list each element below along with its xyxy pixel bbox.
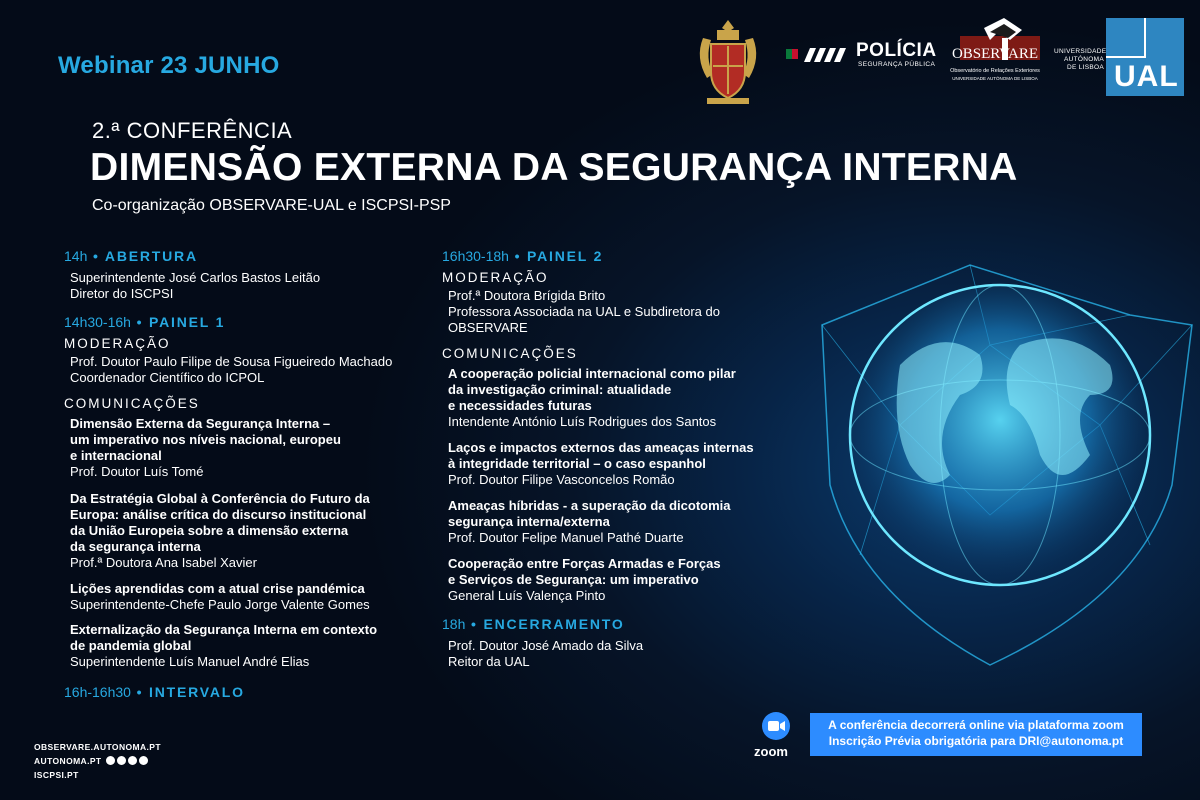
abertura-speaker: Superintendente José Carlos Bastos Leitão bbox=[70, 270, 321, 285]
ual-logo-square bbox=[1106, 18, 1146, 58]
ual-logo-icon bbox=[1106, 18, 1184, 96]
observare-university: UNIVERSIDADE AUTÓNOMA DE LISBOA bbox=[952, 76, 1038, 81]
communication-speaker: Prof. Doutor Luís Tomé bbox=[70, 464, 204, 479]
communication-item bbox=[442, 498, 802, 546]
observare-logo bbox=[950, 18, 1040, 100]
painel2-title: PAINEL 2 bbox=[527, 248, 604, 264]
closing-role: Reitor da UAL bbox=[448, 654, 530, 669]
zoom-camera-icon[interactable] bbox=[762, 712, 790, 740]
site-link-autonoma[interactable] bbox=[34, 755, 148, 766]
painel1-title: PAINEL 1 bbox=[149, 314, 226, 330]
communication-title: Europa: análise crítica do discurso institucional bbox=[70, 507, 367, 522]
conference-number: 2.ª CONFERÊNCIA bbox=[92, 118, 293, 143]
notice-line: A conferência decorrerá online via plataforma zoom bbox=[828, 718, 1124, 732]
encerramento-time: 18h bbox=[442, 616, 466, 632]
moderator-name: Prof. Doutor Paulo Filipe de Sousa Figueiredo Machado bbox=[70, 354, 393, 369]
communication-speaker: Prof.ª Doutora Ana Isabel Xavier bbox=[70, 555, 257, 570]
communication-speaker: Superintendente Luís Manuel André Elias bbox=[70, 654, 310, 669]
ual-text-line: AUTÓNOMA bbox=[1064, 56, 1104, 63]
program-right bbox=[442, 248, 802, 670]
communication-title: e Serviços de Segurança: um imperativo bbox=[448, 572, 699, 587]
site-link-observare[interactable]: OBSERVARE.AUTONOMA.PT bbox=[34, 742, 161, 752]
moderacao-label: MODERAÇÃO bbox=[442, 270, 549, 285]
youtube-icon[interactable] bbox=[128, 756, 137, 765]
communication-item bbox=[442, 366, 802, 430]
comunicacoes-label: COMUNICAÇÕES bbox=[442, 346, 578, 361]
globe-shield-icon bbox=[800, 255, 1200, 675]
communication-speaker: Superintendente-Chefe Paulo Jorge Valente Gomes bbox=[70, 597, 370, 612]
communication-title: da União Europeia sobre a dimensão externa bbox=[70, 523, 349, 538]
communication-item bbox=[64, 416, 424, 480]
communication-title: segurança interna/externa bbox=[448, 514, 610, 529]
notice-line[interactable]: Inscrição Prévia obrigatória para DRI@autonoma.pt bbox=[828, 734, 1124, 748]
psp-subtitle: SEGURANÇA PÚBLICA bbox=[858, 61, 936, 68]
communication-item bbox=[442, 556, 802, 604]
camera-glyph bbox=[762, 712, 790, 740]
encerramento-title: ENCERRAMENTO bbox=[483, 616, 625, 632]
comunicacoes-label: COMUNICAÇÕES bbox=[64, 396, 200, 411]
communication-title: Lições aprendidas com a atual crise pandémica bbox=[70, 581, 365, 596]
psp-name: POLÍCIA bbox=[856, 40, 937, 61]
observare-name: OBSERVARE bbox=[951, 46, 1039, 62]
communication-title: A cooperação policial internacional como pilar bbox=[448, 366, 736, 381]
zoom-label: zoom bbox=[754, 744, 788, 759]
ual-text-line: DE LISBOA bbox=[1066, 64, 1104, 71]
intervalo-header: 16h-16h30 • INTERVALO bbox=[64, 684, 245, 700]
painel1-time: 14h30-16h bbox=[64, 314, 131, 330]
communication-title: de pandemia global bbox=[70, 638, 192, 653]
closing-speaker: Prof. Doutor José Amado da Silva bbox=[448, 638, 644, 653]
communication-speaker: Intendente António Luís Rodrigues dos Santos bbox=[448, 414, 717, 429]
observare-subtitle: Observatório de Relações Exteriores bbox=[950, 68, 1040, 74]
intervalo-title: INTERVALO bbox=[149, 684, 245, 700]
intervalo-time: 16h-16h30 bbox=[64, 684, 131, 700]
co-organization: Co-organização OBSERVARE-UAL e ISCPSI-PSP bbox=[92, 197, 451, 214]
painel2-time: 16h30-18h bbox=[442, 248, 509, 264]
moderator-name: Prof.ª Doutora Brígida Brito bbox=[448, 288, 606, 303]
painel1-header: 14h30-16h • PAINEL 1 bbox=[64, 314, 226, 330]
page-title: DIMENSÃO EXTERNA DA SEGURANÇA INTERNA bbox=[90, 146, 1018, 189]
communication-title: e internacional bbox=[70, 448, 162, 463]
moderator-role: Coordenador Científico do ICPOL bbox=[70, 370, 265, 385]
moderator-role: Professora Associada na UAL e Subdiretora do OBSERVARE bbox=[448, 304, 720, 335]
registration-notice[interactable] bbox=[810, 713, 1142, 756]
communication-speaker: Prof. Doutor Felipe Manuel Pathé Duarte bbox=[448, 530, 684, 545]
ual-university-name bbox=[1054, 48, 1107, 72]
communication-title: Dimensão Externa da Segurança Interna – bbox=[70, 416, 331, 431]
communication-title: à integridade territorial – o caso espanhol bbox=[448, 456, 706, 471]
communication-speaker: General Luís Valença Pinto bbox=[448, 588, 606, 603]
communication-title: Externalização da Segurança Interna em contexto bbox=[70, 622, 378, 637]
encerramento-header: 18h • ENCERRAMENTO bbox=[442, 616, 625, 632]
moderacao-label: MODERAÇÃO bbox=[64, 336, 171, 351]
ual-text-line: UNIVERSIDADE bbox=[1054, 48, 1107, 55]
communication-item bbox=[64, 491, 424, 571]
instagram-icon[interactable] bbox=[117, 756, 126, 765]
whatsapp-icon[interactable] bbox=[139, 756, 148, 765]
coat-of-arms-icon bbox=[693, 16, 763, 108]
communication-title: e necessidades futuras bbox=[448, 398, 592, 413]
communication-title: um imperativo nos níveis nacional, europeu bbox=[70, 432, 341, 447]
communication-title: Cooperação entre Forças Armadas e Forças bbox=[448, 556, 721, 571]
communication-speaker: Prof. Doutor Filipe Vasconcelos Romão bbox=[448, 472, 675, 487]
program-left bbox=[64, 248, 424, 700]
psp-flag-icon bbox=[786, 46, 850, 66]
abertura-title: ABERTURA bbox=[104, 248, 198, 264]
communication-title: Laços e impactos externos das ameaças internas bbox=[448, 440, 754, 455]
communication-item bbox=[64, 581, 424, 613]
communication-title: da segurança interna bbox=[70, 539, 201, 554]
psp-logo bbox=[786, 40, 936, 72]
communication-item bbox=[442, 440, 802, 488]
communication-title: da investigação criminal: atualidade bbox=[448, 382, 672, 397]
facebook-icon[interactable] bbox=[106, 756, 115, 765]
communication-title: Ameaças híbridas - a superação da dicotomia bbox=[448, 498, 731, 513]
site-link-iscpsi[interactable]: ISCPSI.PT bbox=[34, 770, 79, 780]
abertura-role: Diretor do ISCPSI bbox=[70, 286, 174, 301]
abertura-time: 14h bbox=[64, 248, 88, 264]
communication-title: Da Estratégia Global à Conferência do Futuro da bbox=[70, 491, 370, 506]
abertura-header: 14h • ABERTURA bbox=[64, 248, 198, 264]
ual-mark: UAL bbox=[1114, 60, 1179, 93]
painel2-header: 16h30-18h • PAINEL 2 bbox=[442, 248, 604, 264]
communication-item bbox=[64, 622, 424, 670]
site-link-label[interactable]: AUTONOMA.PT bbox=[34, 755, 102, 766]
webinar-date: Webinar 23 JUNHO bbox=[58, 52, 280, 79]
